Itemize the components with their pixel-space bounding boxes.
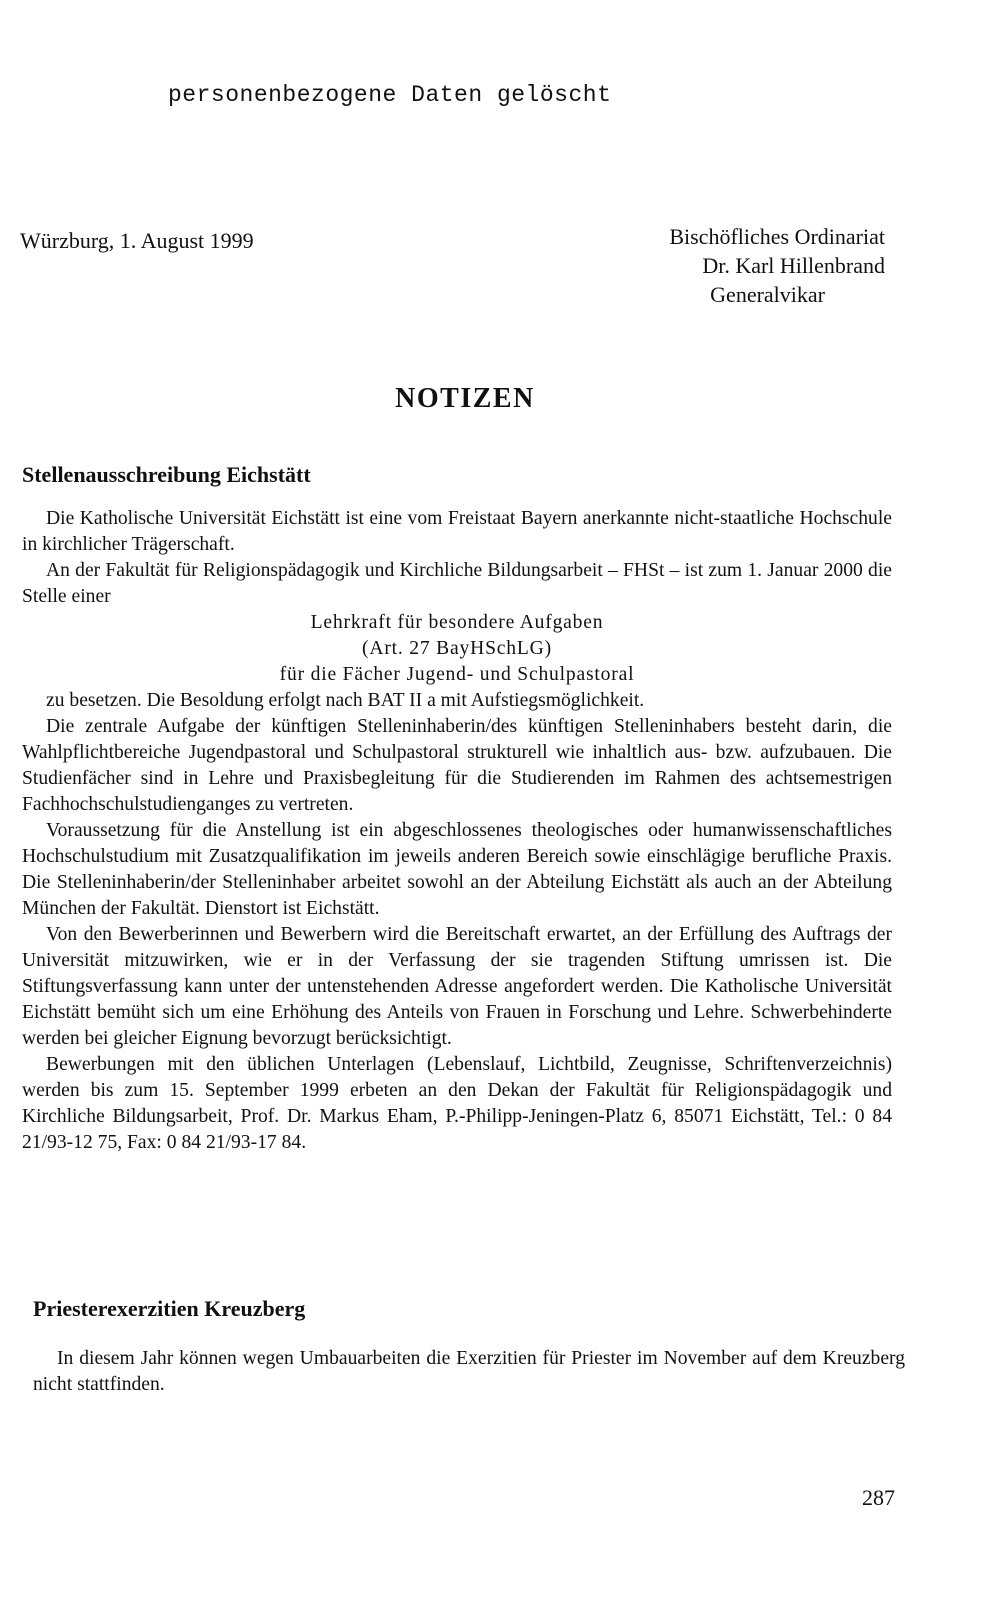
sender-line-office: Bischöfliches Ordinariat [669,224,885,249]
position-legal-basis: (Art. 27 BayHSchLG) [362,638,552,659]
position-title: Lehrkraft für besondere Aufgaben [310,612,604,633]
redaction-stamp: personenbezogene Daten gelöscht [168,82,612,108]
page-title: NOTIZEN [395,383,535,414]
paragraph: Voraussetzung für die Anstellung ist ein abgeschlossenes theologisches oder humanwissenschaftliches Hochschulstudium mit Zusatzqualifikation im jeweils anderen Bereich sowie einschlägige berufliche Praxis. Die Stelleninhaberin/der Stelleninhaber arbeitet sowohl an der Abteilung Eichstätt als auch an der Abteilung München der Fakultät. Dienstort ist Eichstätt. [22,820,892,919]
paragraph: Von den Bewerberinnen und Bewerbern wird die Bereitschaft erwartet, an der Erfüllung des Auftrags der Universität mitzuwirken, wie er in der Verfassung der sie tragenden Stiftung umrissen ist. Die Stiftungsverfassung kann unter der untenstehenden Adresse angefordert werden. Die Katholische Universität Eichstätt bemüht sich um eine Erhöhung des Anteils von Frauen in Forschung und Lehre. Schwerbehinderte werden bei gleicher Eignung bevorzugt berücksichtigt. [22,924,892,1049]
position-title-block [22,610,892,688]
paragraph: Die Katholische Universität Eichstätt ist eine vom Freistaat Bayern anerkannte nicht-staatliche Hochschule in kirchlicher Trägerschaft. [22,508,892,555]
sender-line-name: Dr. Karl Hillenbrand [702,253,885,278]
paragraph: Die zentrale Aufgabe der künftigen Stelleninhaberin/des künftigen Stelleninhabers besteht darin, die Wahlpflichtbereiche Jugendpastoral und Schulpastoral strukturell wie inhaltlich aus- bzw. aufzubauen. Die Studienfächer sind in Lehre und Praxisbegleitung für die Studierenden im Rahmen des achtsemestrigen Fachhochschulstudienganges zu vertreten. [22,716,892,815]
sender-line-role: Generalvikar [710,282,825,307]
section-heading-stellenausschreibung: Stellenausschreibung Eichstätt [22,462,311,487]
paragraph: In diesem Jahr können wegen Umbauarbeiten die Exerzitien für Priester im November auf dem Kreuzberg nicht stattfinden. [33,1348,905,1395]
section-heading-priesterexerzitien: Priesterexerzitien Kreuzberg [33,1296,306,1321]
paragraph: Bewerbungen mit den üblichen Unterlagen (Lebenslauf, Lichtbild, Zeugnisse, Schriftenverzeichnis) werden bis zum 15. September 1999 erbeten an den Dekan der Fakultät für Religionspädagogik und Kirchliche Bildungsarbeit, Prof. Dr. Markus Eham, P.-Philipp-Jeningen-Platz 6, 85071 Eichstätt, Tel.: 0 84 21/93-12 75, Fax: 0 84 21/93-17 84. [22,1054,892,1153]
place-date: Würzburg, 1. August 1999 [20,228,254,253]
section-body-priesterexerzitien [33,1346,905,1398]
position-subjects: für die Fächer Jugend- und Schulpastoral [279,664,635,685]
paragraph: An der Fakultät für Religionspädagogik und Kirchliche Bildungsarbeit – FHSt – ist zum 1. Januar 2000 die Stelle einer [22,560,892,607]
paragraph: zu besetzen. Die Besoldung erfolgt nach BAT II a mit Aufstiegsmöglichkeit. [46,690,645,711]
sender-block [600,222,885,309]
page-number: 287 [862,1485,895,1510]
section-body-stellenausschreibung [22,506,892,1156]
